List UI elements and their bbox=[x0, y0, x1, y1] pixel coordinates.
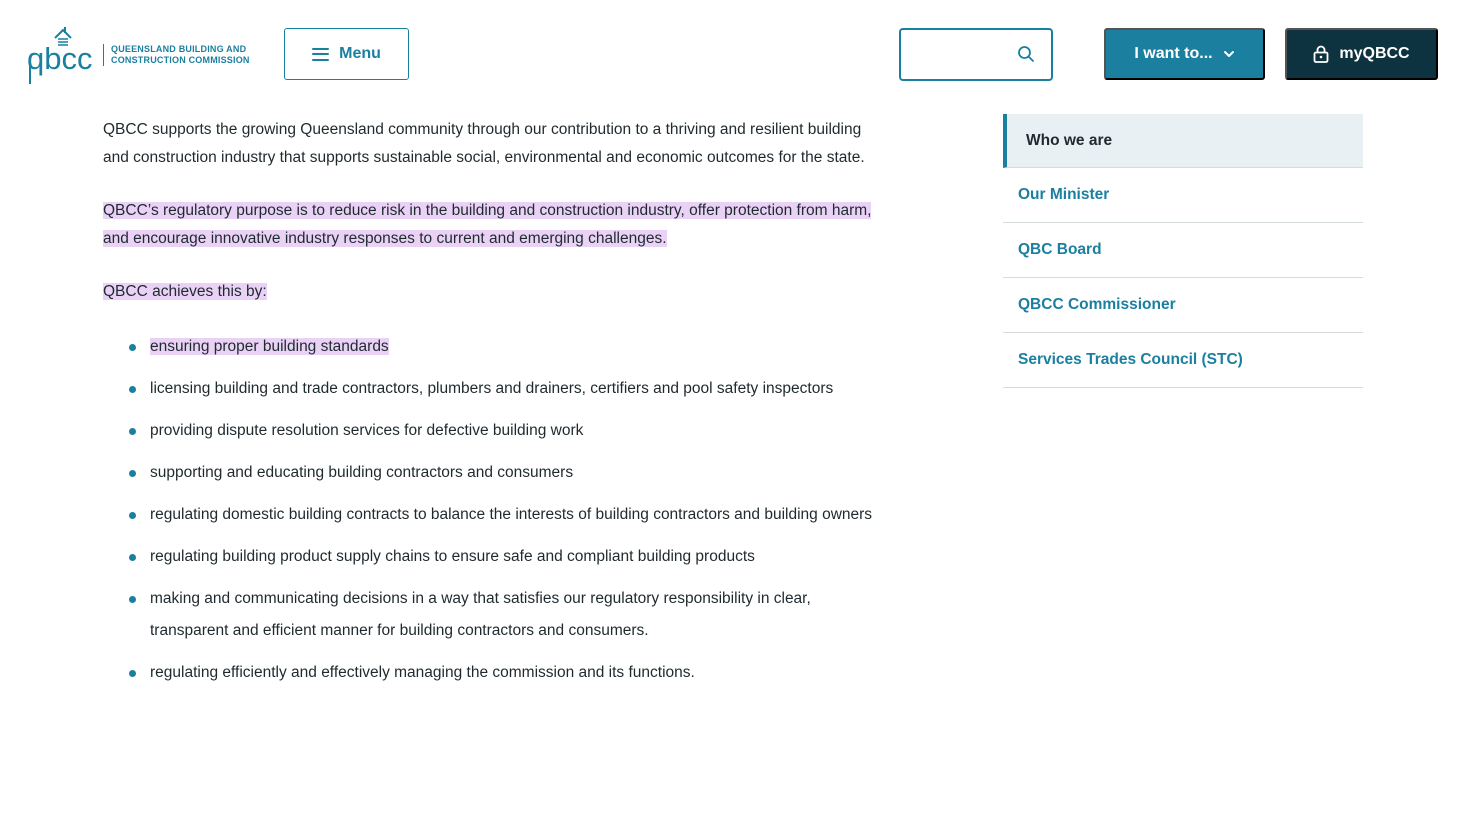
list-item: regulating efficiently and effectively managing the commission and its functions. bbox=[129, 657, 883, 689]
myqbcc-button[interactable] bbox=[1285, 28, 1438, 80]
logo-line2: CONSTRUCTION COMMISSION bbox=[111, 55, 250, 65]
intro-paragraph: QBCC supports the growing Queensland community through our contribution to a thriving and resilient building and construction industry that supports sustainable social, environmental and economic outcomes for the state. bbox=[103, 121, 865, 166]
sidebar-item-our-minister[interactable]: Our Minister bbox=[1003, 168, 1363, 223]
list-item: regulating building product supply chains to ensure safe and compliant building products bbox=[129, 541, 883, 573]
purpose-text: QBCC’s regulatory purpose is to reduce risk in the building and construction industry, offer protection from harm, and encourage innovative industry responses to current and emerging challenges. bbox=[103, 202, 872, 247]
main-content bbox=[103, 116, 883, 699]
i-want-to-label: I want to... bbox=[1134, 45, 1213, 62]
logo-text bbox=[111, 44, 250, 66]
achieves-text: QBCC achieves this by: bbox=[103, 283, 267, 300]
list-item: supporting and educating building contractors and consumers bbox=[129, 457, 883, 489]
list-item: providing dispute resolution services for defective building work bbox=[129, 415, 883, 447]
search-box bbox=[899, 28, 1053, 81]
sidebar-nav bbox=[1003, 114, 1363, 388]
i-want-to-button[interactable] bbox=[1104, 28, 1265, 80]
site-header bbox=[0, 0, 1477, 100]
menu-label: Menu bbox=[339, 45, 381, 62]
sidebar-item-qbcc-commissioner[interactable]: QBCC Commissioner bbox=[1003, 278, 1363, 333]
list-item: licensing building and trade contractors, plumbers and drainers, certifiers and pool safety inspectors bbox=[129, 373, 883, 405]
list-item: regulating domestic building contracts to balance the interests of building contractors and building owners bbox=[129, 499, 883, 531]
sidebar-item-qbc-board[interactable]: QBC Board bbox=[1003, 223, 1363, 278]
myqbcc-label: myQBCC bbox=[1339, 45, 1410, 62]
lock-icon bbox=[1313, 45, 1329, 63]
logo-word: qbcc bbox=[27, 41, 93, 76]
list-item-text: ensuring proper building standards bbox=[150, 338, 389, 355]
logo-line1: QUEENSLAND BUILDING AND bbox=[111, 44, 247, 54]
list-item: making and communicating decisions in a way that satisfies our regulatory responsibility in clear, transparent and efficient manner for building contractors and consumers. bbox=[129, 583, 883, 647]
menu-button[interactable] bbox=[284, 28, 409, 80]
chevron-down-icon bbox=[1223, 48, 1235, 60]
sidebar-item-who-we-are[interactable]: Who we are bbox=[1003, 114, 1363, 168]
hamburger-icon bbox=[312, 48, 329, 61]
purpose-paragraph bbox=[103, 197, 883, 253]
achievements-list bbox=[103, 331, 883, 689]
qbcc-logo-icon bbox=[27, 24, 99, 86]
search-input[interactable] bbox=[909, 38, 1013, 72]
sidebar-item-services-trades-council[interactable]: Services Trades Council (STC) bbox=[1003, 333, 1363, 388]
search-icon[interactable] bbox=[1017, 45, 1035, 63]
list-item bbox=[129, 331, 883, 363]
qbcc-logo[interactable] bbox=[27, 24, 250, 86]
achieves-paragraph bbox=[103, 278, 883, 306]
logo-divider bbox=[103, 44, 104, 66]
